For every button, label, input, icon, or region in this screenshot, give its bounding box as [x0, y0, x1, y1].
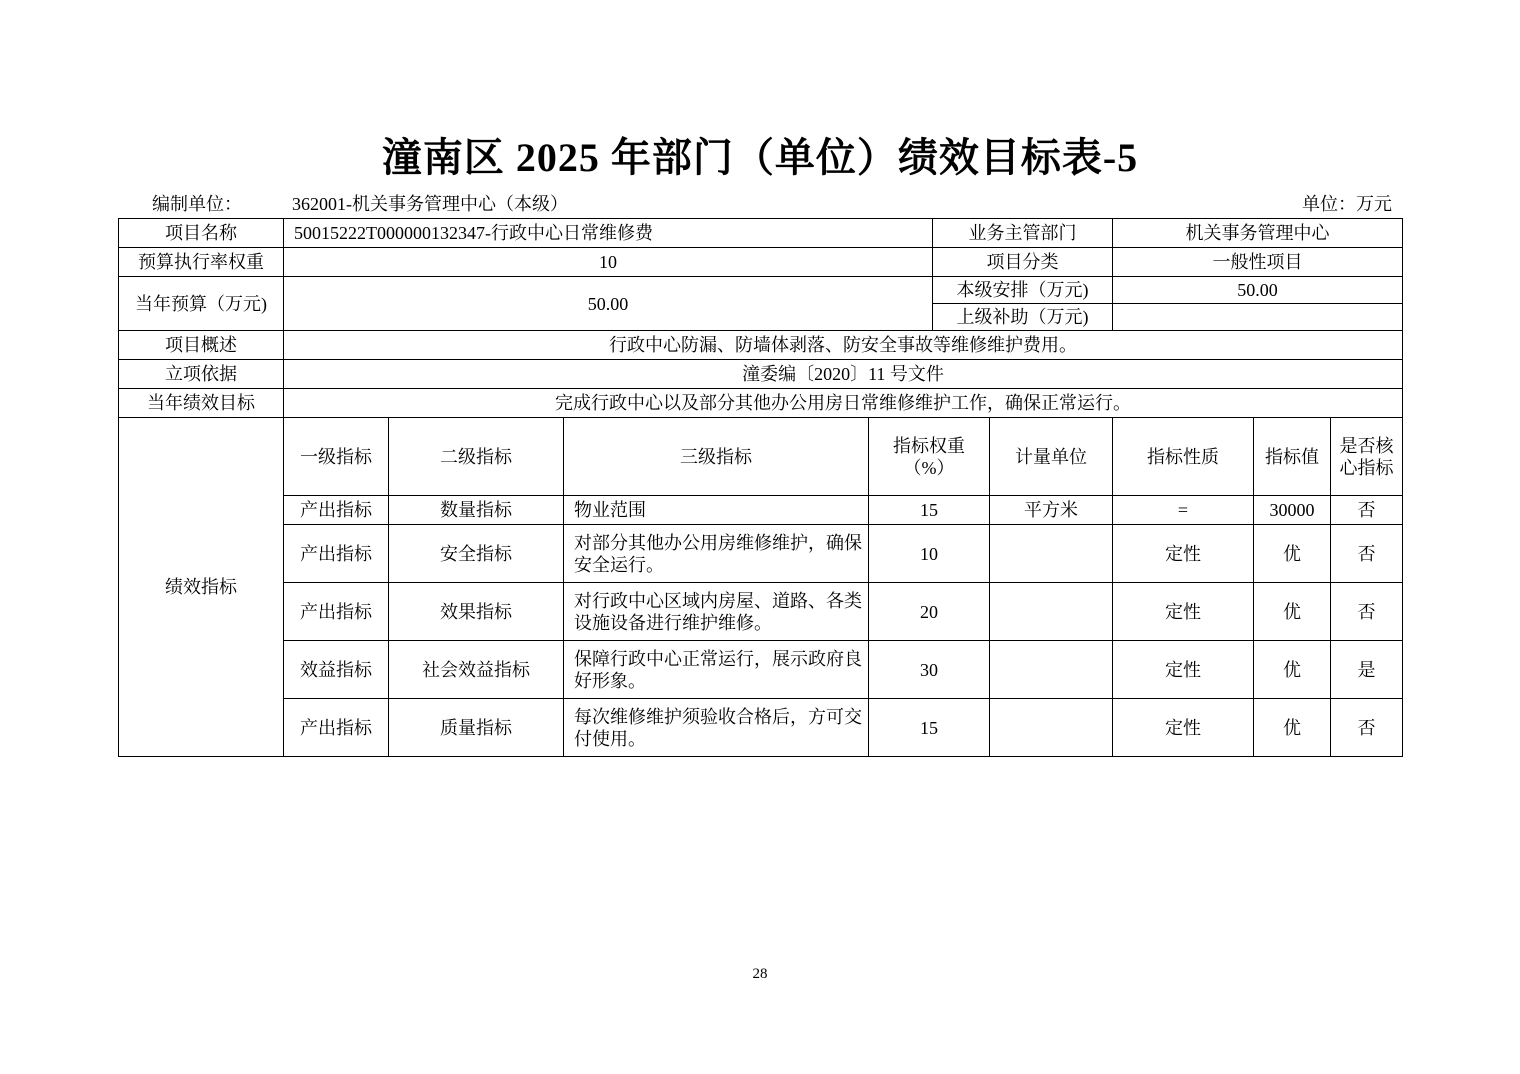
- header-unit: 计量单位: [990, 418, 1113, 496]
- table-row: [119, 699, 1403, 757]
- row-overview: [119, 331, 1403, 360]
- row-level1: 产出指标: [284, 583, 389, 641]
- row-nature: 定性: [1113, 641, 1254, 699]
- header-level2: 二级指标: [389, 418, 564, 496]
- dept-value: 机关事务管理中心: [1113, 219, 1403, 248]
- header-level3: 三级指标: [564, 418, 869, 496]
- row-level1: 产出指标: [284, 525, 389, 583]
- page-number: 28: [752, 966, 768, 982]
- row-basis: [119, 360, 1403, 389]
- row-value: 优: [1254, 583, 1331, 641]
- row-unit: [990, 583, 1113, 641]
- header-value: 指标值: [1254, 418, 1331, 496]
- row-level3: 物业范围: [564, 496, 869, 525]
- table-row: [119, 641, 1403, 699]
- row-level2: 安全指标: [389, 525, 564, 583]
- budget-value: 50.00: [284, 277, 933, 331]
- indicator-header-row: [119, 418, 1403, 496]
- row-nature: 定性: [1113, 525, 1254, 583]
- local-label: 本级安排（万元): [933, 277, 1113, 304]
- row-level2: 效果指标: [389, 583, 564, 641]
- row-weight: 10: [869, 525, 990, 583]
- budget-label: 当年预算（万元): [119, 277, 284, 331]
- unit-value: 362001-机关事务管理中心（本级）: [292, 194, 568, 214]
- row-budget-weight: [119, 248, 1403, 277]
- dept-label: 业务主管部门: [933, 219, 1113, 248]
- row-level3: 对行政中心区域内房屋、道路、各类设施设备进行维护维修。: [564, 583, 869, 641]
- performance-table: [118, 218, 1403, 757]
- unit-label: 编制单位：: [152, 194, 242, 214]
- row-value: 30000: [1254, 496, 1331, 525]
- row-level3: 每次维修维护须验收合格后，方可交付使用。: [564, 699, 869, 757]
- row-value: 优: [1254, 525, 1331, 583]
- category-label: 项目分类: [933, 248, 1113, 277]
- weight-label: 预算执行率权重: [119, 248, 284, 277]
- header-core: 是否核心指标: [1331, 418, 1403, 496]
- row-weight: 15: [869, 496, 990, 525]
- goal-label: 当年绩效目标: [119, 389, 284, 418]
- row-nature: 定性: [1113, 699, 1254, 757]
- row-level3: 保障行政中心正常运行，展示政府良好形象。: [564, 641, 869, 699]
- project-name-label: 项目名称: [119, 219, 284, 248]
- row-goal: [119, 389, 1403, 418]
- indicators-section-label: 绩效指标: [119, 418, 284, 757]
- basis-label: 立项依据: [119, 360, 284, 389]
- row-unit: [990, 525, 1113, 583]
- project-name-value: 50015222T000000132347-行政中心日常维修费: [284, 219, 933, 248]
- row-nature: 定性: [1113, 583, 1254, 641]
- weight-value: 10: [284, 248, 933, 277]
- currency-label: 单位：万元: [1302, 194, 1392, 214]
- row-unit: [990, 641, 1113, 699]
- row-weight: 20: [869, 583, 990, 641]
- page-title: 潼南区 2025 年部门（单位）绩效目标表-5: [381, 135, 1139, 180]
- row-weight: 30: [869, 641, 990, 699]
- row-project-name: [119, 219, 1403, 248]
- table-row: [119, 583, 1403, 641]
- row-level3: 对部分其他办公用房维修维护，确保安全运行。: [564, 525, 869, 583]
- category-value: 一般性项目: [1113, 248, 1403, 277]
- row-core: 否: [1331, 525, 1403, 583]
- row-value: 优: [1254, 699, 1331, 757]
- row-value: 优: [1254, 641, 1331, 699]
- header-level1: 一级指标: [284, 418, 389, 496]
- row-core: 否: [1331, 699, 1403, 757]
- header-nature: 指标性质: [1113, 418, 1254, 496]
- basis-value: 潼委编〔2020〕11 号文件: [284, 360, 1403, 389]
- row-core: 是: [1331, 641, 1403, 699]
- row-level1: 产出指标: [284, 699, 389, 757]
- row-core: 否: [1331, 583, 1403, 641]
- row-core: 否: [1331, 496, 1403, 525]
- row-level1: 效益指标: [284, 641, 389, 699]
- row-level2: 质量指标: [389, 699, 564, 757]
- row-unit: 平方米: [990, 496, 1113, 525]
- table-row: [119, 496, 1403, 525]
- overview-label: 项目概述: [119, 331, 284, 360]
- row-weight: 15: [869, 699, 990, 757]
- row-nature: =: [1113, 496, 1254, 525]
- table-row: [119, 525, 1403, 583]
- row-level2: 社会效益指标: [389, 641, 564, 699]
- goal-value: 完成行政中心以及部分其他办公用房日常维修维护工作，确保正常运行。: [284, 389, 1403, 418]
- row-level2: 数量指标: [389, 496, 564, 525]
- overview-value: 行政中心防漏、防墙体剥落、防安全事故等维修维护费用。: [284, 331, 1403, 360]
- row-level1: 产出指标: [284, 496, 389, 525]
- subsidy-value: [1113, 304, 1403, 331]
- row-budget: [119, 277, 1403, 304]
- row-unit: [990, 699, 1113, 757]
- local-value: 50.00: [1113, 277, 1403, 304]
- header-weight: 指标权重（%）: [869, 418, 990, 496]
- subsidy-label: 上级补助（万元): [933, 304, 1113, 331]
